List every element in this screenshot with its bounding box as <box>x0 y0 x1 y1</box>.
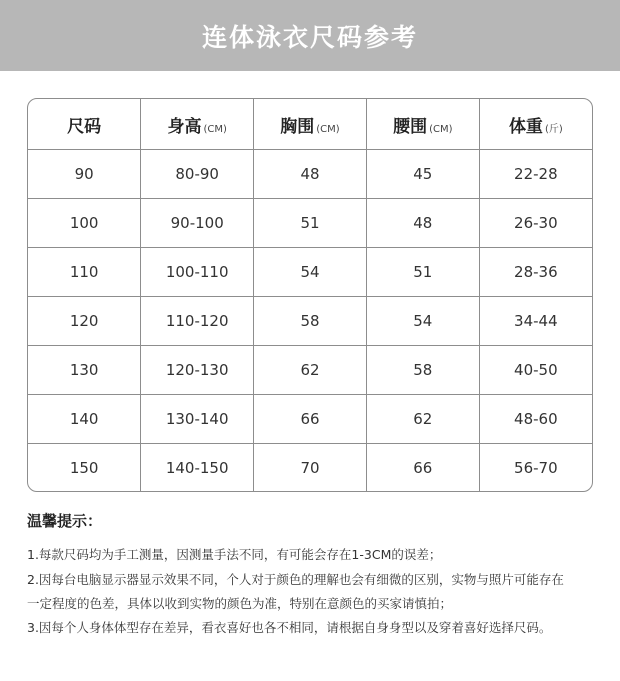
cell-waist: 66 <box>366 444 479 493</box>
cell-height: 140-150 <box>141 444 254 493</box>
cell-size: 130 <box>28 346 141 395</box>
tip-line: 2.因每台电脑显示器显示效果不同，个人对于颜色的理解也会有细微的区别，实物与照片可能存在 <box>27 572 564 587</box>
cell-weight: 26-30 <box>479 199 592 248</box>
header-chest: 胸围 (CM) <box>254 99 367 150</box>
header-height: 身高 (CM) <box>141 99 254 150</box>
cell-chest: 54 <box>254 248 367 297</box>
table-row <box>28 395 592 444</box>
header-size: 尺码 <box>28 99 141 150</box>
header-unit: (CM) <box>203 123 227 135</box>
cell-chest: 70 <box>254 444 367 493</box>
cell-waist: 54 <box>366 297 479 346</box>
table-header-row <box>28 99 592 150</box>
size-table <box>27 98 593 492</box>
cell-weight: 48-60 <box>479 395 592 444</box>
cell-height: 130-140 <box>141 395 254 444</box>
header-unit: (CM) <box>429 123 453 135</box>
cell-waist: 58 <box>366 346 479 395</box>
cell-size: 140 <box>28 395 141 444</box>
cell-chest: 62 <box>254 346 367 395</box>
cell-height: 100-110 <box>141 248 254 297</box>
cell-weight: 40-50 <box>479 346 592 395</box>
table-row <box>28 297 592 346</box>
cell-waist: 48 <box>366 199 479 248</box>
cell-chest: 66 <box>254 395 367 444</box>
table-row <box>28 199 592 248</box>
tip-line: 3.因每个人身体体型存在差异，看衣喜好也各不相同，请根据自身身型以及穿着喜好选择尺码。 <box>27 620 552 635</box>
cell-size: 100 <box>28 199 141 248</box>
cell-waist: 62 <box>366 395 479 444</box>
cell-waist: 45 <box>366 150 479 199</box>
tip-line: 1.每款尺码均为手工测量，因测量手法不同，有可能会存在1-3CM的误差； <box>27 547 442 562</box>
cell-height: 110-120 <box>141 297 254 346</box>
title-banner <box>0 0 620 71</box>
header-waist: 腰围 (CM) <box>366 99 479 150</box>
cell-size: 90 <box>28 150 141 199</box>
page-title: 连体泳衣尺码参考 <box>201 22 418 52</box>
cell-chest: 51 <box>254 199 367 248</box>
cell-chest: 48 <box>254 150 367 199</box>
table-row <box>28 346 592 395</box>
tip-line: 一定程度的色差，具体以收到实物的颜色为准，特别在意颜色的买家请慎拍； <box>27 596 453 611</box>
cell-weight: 56-70 <box>514 459 558 477</box>
cell-weight: 22-28 <box>479 150 592 199</box>
cell-size: 150 <box>28 444 141 493</box>
cell-size: 120 <box>28 297 141 346</box>
cell-size: 110 <box>28 248 141 297</box>
cell-weight: 34-44 <box>479 297 592 346</box>
cell-height: 80-90 <box>141 150 254 199</box>
cell-height: 120-130 <box>141 346 254 395</box>
header-unit: (斤) <box>544 123 563 135</box>
table-row <box>28 248 592 297</box>
tips-title: 温馨提示： <box>27 512 103 530</box>
cell-waist: 51 <box>366 248 479 297</box>
table-row <box>28 444 592 493</box>
cell-weight: 28-36 <box>479 248 592 297</box>
cell-chest: 58 <box>254 297 367 346</box>
header-unit: (CM) <box>316 123 340 135</box>
header-weight: 体重 (斤) <box>479 99 592 150</box>
cell-height: 90-100 <box>141 199 254 248</box>
table-row <box>28 150 592 199</box>
